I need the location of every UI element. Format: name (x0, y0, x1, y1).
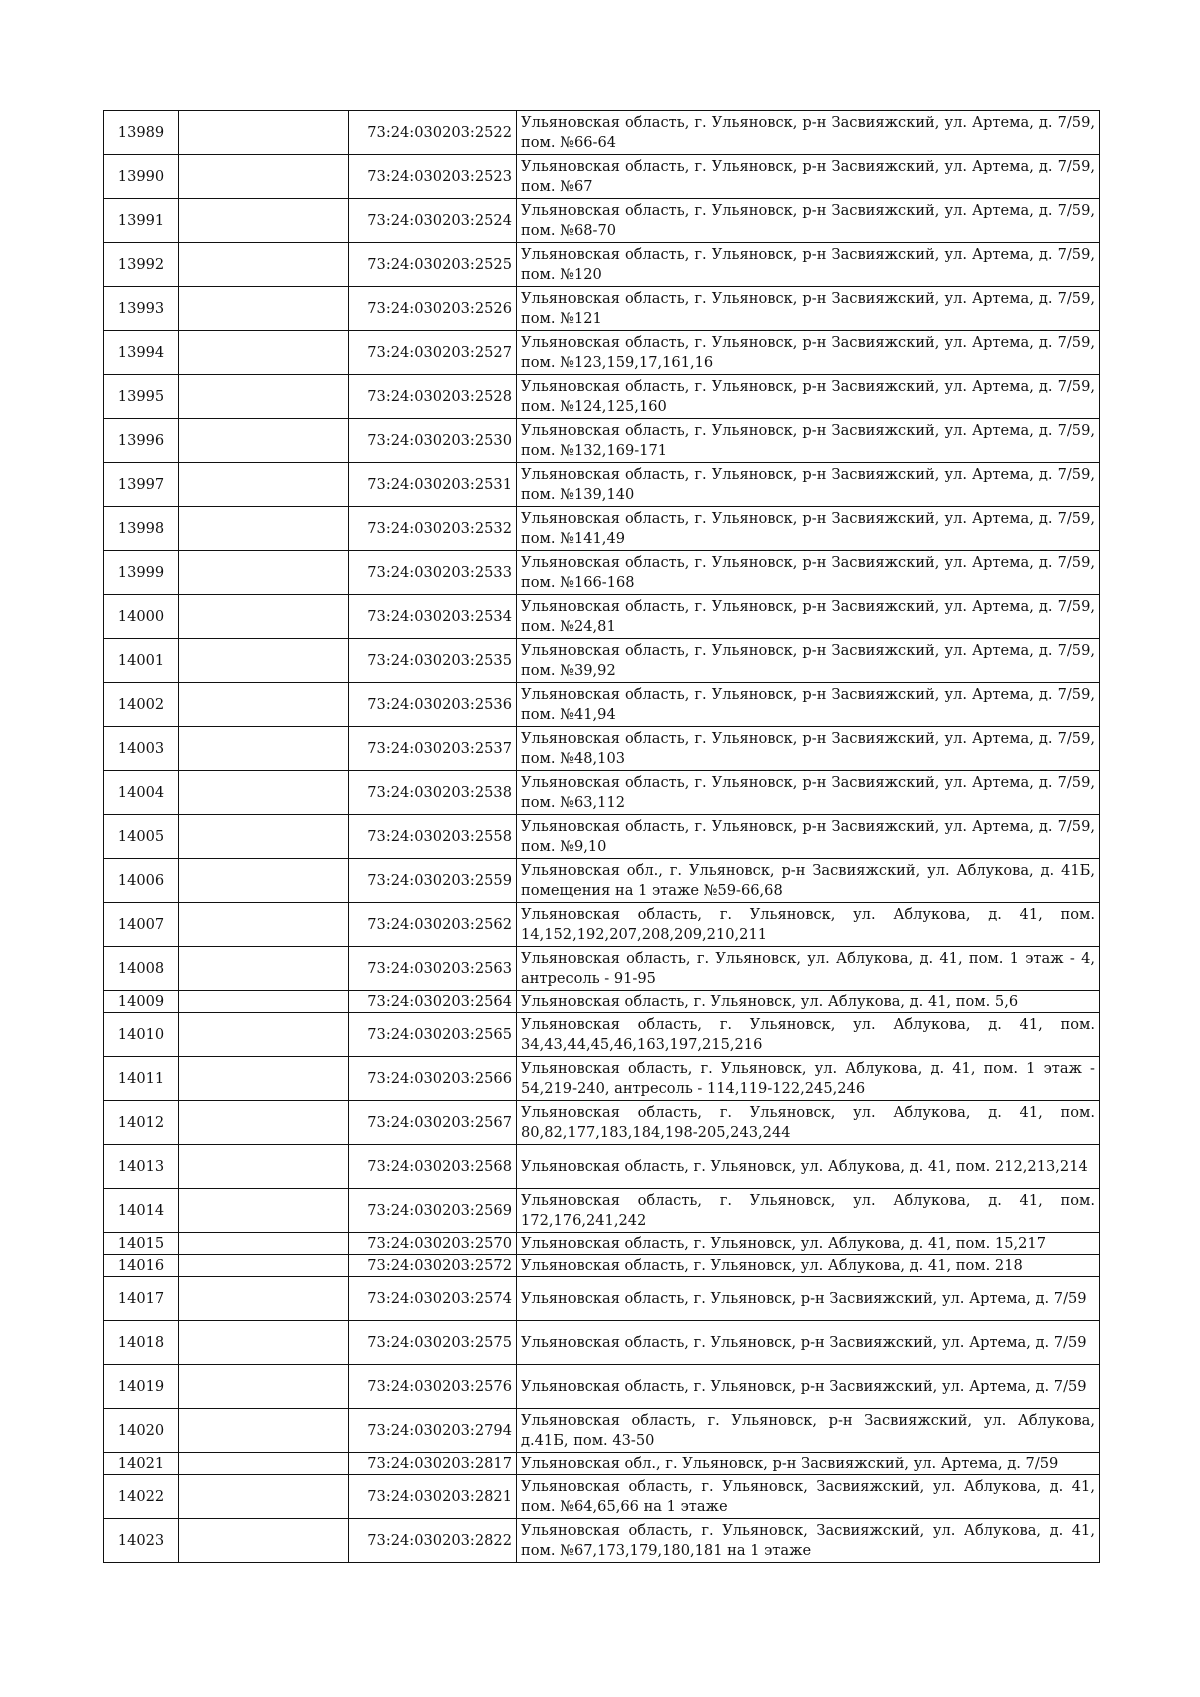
address-cell: Ульяновская область, г. Ульяновск, ул. Аблукова, д. 41, пом. 14,152,192,207,208,209,210,211 (517, 903, 1100, 947)
table-row (104, 991, 1100, 1013)
row-number: 14000 (104, 595, 179, 639)
owner-cell (179, 551, 349, 595)
table-row (104, 1475, 1100, 1519)
cadastral-number: 73:24:030203:2526 (349, 287, 517, 331)
table-row (104, 859, 1100, 903)
row-number: 13996 (104, 419, 179, 463)
row-number: 14022 (104, 1475, 179, 1519)
cadastral-number: 73:24:030203:2528 (349, 375, 517, 419)
row-number: 14004 (104, 771, 179, 815)
row-number: 14015 (104, 1233, 179, 1255)
cadastral-number: 73:24:030203:2568 (349, 1145, 517, 1189)
registry-rows (104, 111, 1100, 1563)
row-number: 13989 (104, 111, 179, 155)
table-row (104, 683, 1100, 727)
address-cell: Ульяновская область, г. Ульяновск, Засвияжский, ул. Аблукова, д. 41, пом. №64,65,66 на 1 этаже (517, 1475, 1100, 1519)
cadastral-number: 73:24:030203:2567 (349, 1101, 517, 1145)
row-number: 14008 (104, 947, 179, 991)
cadastral-number: 73:24:030203:2794 (349, 1409, 517, 1453)
address-cell: Ульяновская область, г. Ульяновск, р-н Засвияжский, ул. Артема, д. 7/59, пом. №124,125,160 (517, 375, 1100, 419)
owner-cell (179, 1409, 349, 1453)
table-row (104, 903, 1100, 947)
table-row (104, 287, 1100, 331)
address-cell: Ульяновская область, г. Ульяновск, р-н Засвияжский, ул. Артема, д. 7/59, пом. №121 (517, 287, 1100, 331)
table-row (104, 199, 1100, 243)
address-cell: Ульяновская область, г. Ульяновск, Засвияжский, ул. Аблукова, д. 41, пом. №67,173,179,180,181 на 1 этаже (517, 1519, 1100, 1563)
table-row (104, 947, 1100, 991)
table-row (104, 639, 1100, 683)
address-cell: Ульяновская область, г. Ульяновск, р-н Засвияжский, ул. Аблукова, д.41Б, пом. 43-50 (517, 1409, 1100, 1453)
table-row (104, 1277, 1100, 1321)
cadastral-number: 73:24:030203:2522 (349, 111, 517, 155)
row-number: 14019 (104, 1365, 179, 1409)
table-row (104, 155, 1100, 199)
row-number: 14012 (104, 1101, 179, 1145)
table-row (104, 551, 1100, 595)
owner-cell (179, 111, 349, 155)
owner-cell (179, 1453, 349, 1475)
cadastral-number: 73:24:030203:2523 (349, 155, 517, 199)
registry-table (103, 110, 1100, 1563)
row-number: 13999 (104, 551, 179, 595)
table-row (104, 507, 1100, 551)
owner-cell (179, 331, 349, 375)
cadastral-number: 73:24:030203:2564 (349, 991, 517, 1013)
row-number: 13992 (104, 243, 179, 287)
owner-cell (179, 1057, 349, 1101)
row-number: 14014 (104, 1189, 179, 1233)
cadastral-number: 73:24:030203:2565 (349, 1013, 517, 1057)
address-cell: Ульяновская область, г. Ульяновск, р-н Засвияжский, ул. Артема, д. 7/59, пом. №166-168 (517, 551, 1100, 595)
address-cell: Ульяновская область, г. Ульяновск, ул. Аблукова, д. 41, пом. 1 этаж - 4, антресоль - 91-95 (517, 947, 1100, 991)
owner-cell (179, 859, 349, 903)
cadastral-number: 73:24:030203:2531 (349, 463, 517, 507)
cadastral-number: 73:24:030203:2570 (349, 1233, 517, 1255)
address-cell: Ульяновская область, г. Ульяновск, р-н Засвияжский, ул. Артема, д. 7/59, пом. №68-70 (517, 199, 1100, 243)
address-cell: Ульяновская область, г. Ульяновск, р-н Засвияжский, ул. Артема, д. 7/59, пом. №24,81 (517, 595, 1100, 639)
row-number: 14016 (104, 1255, 179, 1277)
cadastral-number: 73:24:030203:2817 (349, 1453, 517, 1475)
table-row (104, 419, 1100, 463)
address-cell: Ульяновская область, г. Ульяновск, ул. Аблукова, д. 41, пом. 80,82,177,183,184,198-205,243,244 (517, 1101, 1100, 1145)
table-row (104, 1365, 1100, 1409)
address-cell: Ульяновская область, г. Ульяновск, р-н Засвияжский, ул. Артема, д. 7/59, пом. №9,10 (517, 815, 1100, 859)
table-row (104, 1057, 1100, 1101)
address-cell: Ульяновская область, г. Ульяновск, р-н Засвияжский, ул. Артема, д. 7/59, пом. №141,49 (517, 507, 1100, 551)
address-cell: Ульяновская область, г. Ульяновск, ул. Аблукова, д. 41, пом. 212,213,214 (517, 1145, 1100, 1189)
owner-cell (179, 1013, 349, 1057)
address-cell: Ульяновская область, г. Ульяновск, ул. Аблукова, д. 41, пом. 15,217 (517, 1233, 1100, 1255)
cadastral-number: 73:24:030203:2537 (349, 727, 517, 771)
table-row (104, 331, 1100, 375)
owner-cell (179, 199, 349, 243)
cadastral-number: 73:24:030203:2562 (349, 903, 517, 947)
address-cell: Ульяновская область, г. Ульяновск, р-н Засвияжский, ул. Артема, д. 7/59 (517, 1277, 1100, 1321)
table-row (104, 1013, 1100, 1057)
row-number: 14005 (104, 815, 179, 859)
table-row (104, 111, 1100, 155)
owner-cell (179, 595, 349, 639)
owner-cell (179, 903, 349, 947)
row-number: 14020 (104, 1409, 179, 1453)
row-number: 14006 (104, 859, 179, 903)
owner-cell (179, 1321, 349, 1365)
owner-cell (179, 243, 349, 287)
address-cell: Ульяновская область, г. Ульяновск, ул. Аблукова, д. 41, пом. 218 (517, 1255, 1100, 1277)
cadastral-number: 73:24:030203:2532 (349, 507, 517, 551)
table-row (104, 1233, 1100, 1255)
row-number: 14023 (104, 1519, 179, 1563)
owner-cell (179, 991, 349, 1013)
row-number: 14011 (104, 1057, 179, 1101)
address-cell: Ульяновская область, г. Ульяновск, ул. Аблукова, д. 41, пом. 1 этаж - 54,219-240, антресоль - 114,119-122,245,246 (517, 1057, 1100, 1101)
address-cell: Ульяновская область, г. Ульяновск, ул. Аблукова, д. 41, пом. 5,6 (517, 991, 1100, 1013)
cadastral-number: 73:24:030203:2538 (349, 771, 517, 815)
cadastral-number: 73:24:030203:2559 (349, 859, 517, 903)
address-cell: Ульяновская область, г. Ульяновск, р-н Засвияжский, ул. Артема, д. 7/59, пом. №63,112 (517, 771, 1100, 815)
row-number: 13997 (104, 463, 179, 507)
row-number: 14002 (104, 683, 179, 727)
owner-cell (179, 639, 349, 683)
table-row (104, 1145, 1100, 1189)
table-row (104, 1321, 1100, 1365)
row-number: 14013 (104, 1145, 179, 1189)
cadastral-number: 73:24:030203:2572 (349, 1255, 517, 1277)
owner-cell (179, 375, 349, 419)
owner-cell (179, 1255, 349, 1277)
row-number: 13991 (104, 199, 179, 243)
address-cell: Ульяновская область, г. Ульяновск, р-н Засвияжский, ул. Артема, д. 7/59, пом. №66-64 (517, 111, 1100, 155)
owner-cell (179, 1189, 349, 1233)
table-row (104, 771, 1100, 815)
address-cell: Ульяновская область, г. Ульяновск, р-н Засвияжский, ул. Артема, д. 7/59, пом. №67 (517, 155, 1100, 199)
owner-cell (179, 1519, 349, 1563)
address-cell: Ульяновская область, г. Ульяновск, р-н Засвияжский, ул. Артема, д. 7/59, пом. №39,92 (517, 639, 1100, 683)
cadastral-number: 73:24:030203:2569 (349, 1189, 517, 1233)
owner-cell (179, 419, 349, 463)
address-cell: Ульяновская область, г. Ульяновск, р-н Засвияжский, ул. Артема, д. 7/59, пом. №123,159,17,161,16 (517, 331, 1100, 375)
row-number: 14007 (104, 903, 179, 947)
row-number: 14021 (104, 1453, 179, 1475)
cadastral-number: 73:24:030203:2576 (349, 1365, 517, 1409)
table-row (104, 1189, 1100, 1233)
cadastral-number: 73:24:030203:2566 (349, 1057, 517, 1101)
table-row (104, 1101, 1100, 1145)
address-cell: Ульяновская область, г. Ульяновск, р-н Засвияжский, ул. Артема, д. 7/59, пом. №48,103 (517, 727, 1100, 771)
address-cell: Ульяновская область, г. Ульяновск, р-н Засвияжский, ул. Артема, д. 7/59, пом. №139,140 (517, 463, 1100, 507)
table-row (104, 595, 1100, 639)
cadastral-number: 73:24:030203:2535 (349, 639, 517, 683)
owner-cell (179, 1101, 349, 1145)
cadastral-number: 73:24:030203:2530 (349, 419, 517, 463)
row-number: 13993 (104, 287, 179, 331)
table-row (104, 1453, 1100, 1475)
address-cell: Ульяновская обл., г. Ульяновск, р-н Засвияжский, ул. Аблукова, д. 41Б, помещения на 1 этаже №59-66,68 (517, 859, 1100, 903)
table-row (104, 727, 1100, 771)
cadastral-number: 73:24:030203:2574 (349, 1277, 517, 1321)
table-row (104, 1519, 1100, 1563)
owner-cell (179, 683, 349, 727)
row-number: 14018 (104, 1321, 179, 1365)
table-row (104, 1409, 1100, 1453)
owner-cell (179, 1475, 349, 1519)
row-number: 14017 (104, 1277, 179, 1321)
owner-cell (179, 947, 349, 991)
cadastral-number: 73:24:030203:2536 (349, 683, 517, 727)
cadastral-number: 73:24:030203:2821 (349, 1475, 517, 1519)
cadastral-number: 73:24:030203:2525 (349, 243, 517, 287)
cadastral-number: 73:24:030203:2527 (349, 331, 517, 375)
owner-cell (179, 1233, 349, 1255)
row-number: 14001 (104, 639, 179, 683)
table-row (104, 375, 1100, 419)
owner-cell (179, 155, 349, 199)
row-number: 13990 (104, 155, 179, 199)
address-cell: Ульяновская область, г. Ульяновск, р-н Засвияжский, ул. Артема, д. 7/59 (517, 1321, 1100, 1365)
owner-cell (179, 815, 349, 859)
owner-cell (179, 771, 349, 815)
row-number: 14003 (104, 727, 179, 771)
address-cell: Ульяновская область, г. Ульяновск, р-н Засвияжский, ул. Артема, д. 7/59, пом. №132,169-171 (517, 419, 1100, 463)
address-cell: Ульяновская область, г. Ульяновск, р-н Засвияжский, ул. Артема, д. 7/59 (517, 1365, 1100, 1409)
cadastral-number: 73:24:030203:2558 (349, 815, 517, 859)
table-row (104, 1255, 1100, 1277)
cadastral-number: 73:24:030203:2533 (349, 551, 517, 595)
owner-cell (179, 1365, 349, 1409)
address-cell: Ульяновская область, г. Ульяновск, ул. Аблукова, д. 41, пом. 34,43,44,45,46,163,197,215,216 (517, 1013, 1100, 1057)
address-cell: Ульяновская область, г. Ульяновск, ул. Аблукова, д. 41, пом. 172,176,241,242 (517, 1189, 1100, 1233)
owner-cell (179, 1277, 349, 1321)
owner-cell (179, 287, 349, 331)
address-cell: Ульяновская область, г. Ульяновск, р-н Засвияжский, ул. Артема, д. 7/59, пом. №41,94 (517, 683, 1100, 727)
owner-cell (179, 727, 349, 771)
address-cell: Ульяновская обл., г. Ульяновск, р-н Засвияжский, ул. Артема, д. 7/59 (517, 1453, 1100, 1475)
table-row (104, 815, 1100, 859)
cadastral-number: 73:24:030203:2534 (349, 595, 517, 639)
row-number: 13995 (104, 375, 179, 419)
cadastral-number: 73:24:030203:2524 (349, 199, 517, 243)
owner-cell (179, 463, 349, 507)
row-number: 14010 (104, 1013, 179, 1057)
address-cell: Ульяновская область, г. Ульяновск, р-н Засвияжский, ул. Артема, д. 7/59, пом. №120 (517, 243, 1100, 287)
table-row (104, 243, 1100, 287)
row-number: 13998 (104, 507, 179, 551)
cadastral-number: 73:24:030203:2822 (349, 1519, 517, 1563)
cadastral-number: 73:24:030203:2575 (349, 1321, 517, 1365)
owner-cell (179, 507, 349, 551)
row-number: 13994 (104, 331, 179, 375)
row-number: 14009 (104, 991, 179, 1013)
owner-cell (179, 1145, 349, 1189)
cadastral-number: 73:24:030203:2563 (349, 947, 517, 991)
table-row (104, 463, 1100, 507)
